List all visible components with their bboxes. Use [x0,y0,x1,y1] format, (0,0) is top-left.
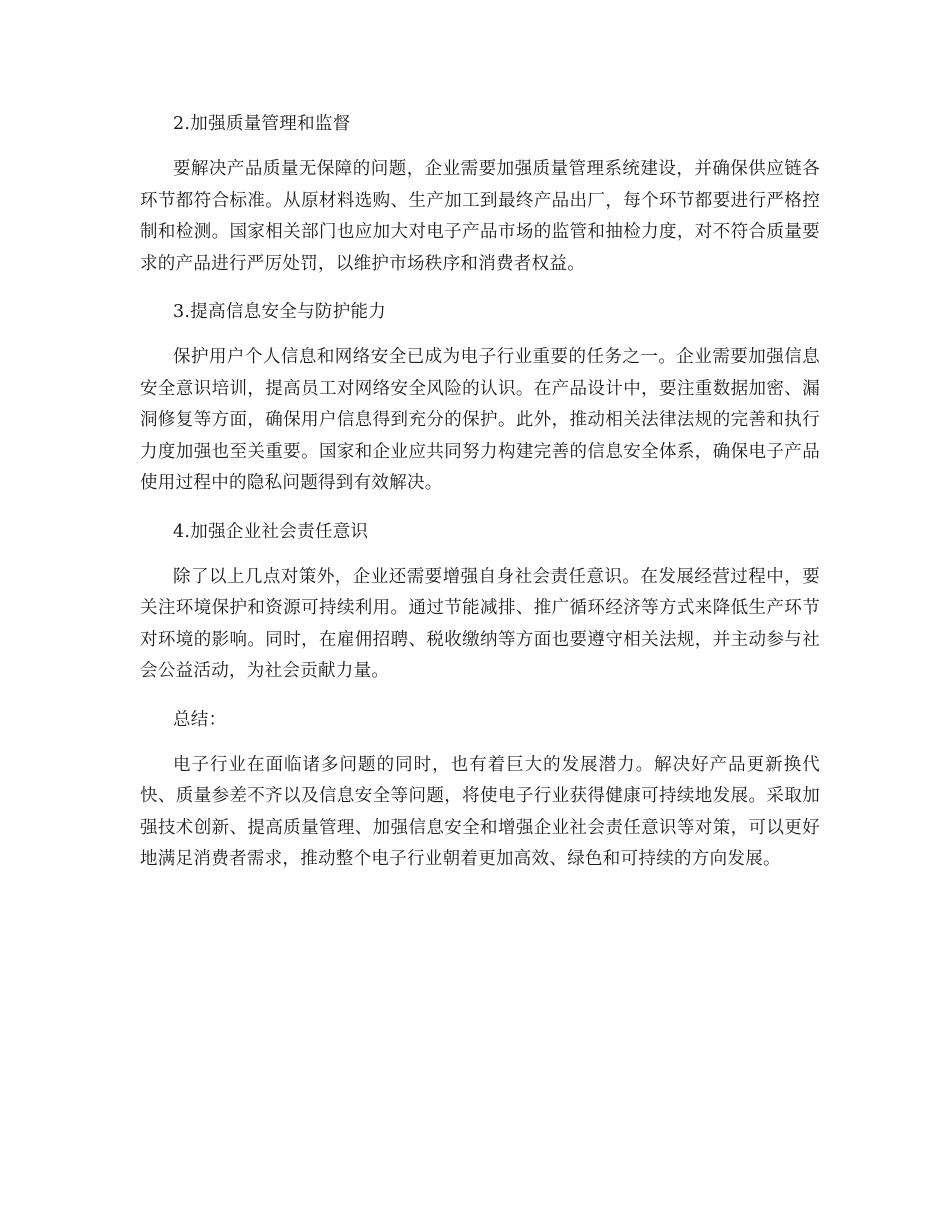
section-heading: 3.提高信息安全与防护能力 [173,302,387,322]
section-quality-management [140,108,820,280]
document-body [140,108,820,892]
section-summary [140,704,820,876]
summary-heading: 总结： [173,709,227,730]
section-heading: 2.加强质量管理和监督 [173,114,351,134]
section-social-responsibility [140,516,820,688]
summary-paragraph: 电子行业在面临诸多问题的同时，也有着巨大的发展潜力。解决好产品更新换代快、质量参差不齐以及信息安全等问题，将使电子行业获得健康可持续地发展。采取加强技术创新、提高质量管理、加强信息安全和增强企业社会责任意识等对策，可以更好地满足消费者需求，推动整个电子行业朝着更加高效、绿色和可持续的方向发展。 [140,754,820,869]
section-paragraph: 要解决产品质量无保障的问题，企业需要加强质量管理系统建设，并确保供应链各环节都符合标准。从原材料选购、生产加工到最终产品出厂，每个环节都要进行严格控制和检测。国家相关部门也应加大对电子产品市场的监管和抽检力度，对不符合质量要求的产品进行严厉处罚，以维护市场秩序和消费者权益。 [140,159,820,274]
section-heading: 4.加强企业社会责任意识 [173,521,369,542]
section-paragraph: 除了以上几点对策外，企业还需要增强自身社会责任意识。在发展经营过程中，要关注环境保护和资源可持续利用。通过节能减排、推广循环经济等方式来降低生产环节对环境的影响。同时，在雇佣招聘、税收缴纳等方面也要遵守相关法规，并主动参与社会公益活动，为社会贡献力量。 [140,566,820,681]
section-paragraph: 保护用户个人信息和网络安全已成为电子行业重要的任务之一。企业需要加强信息安全意识培训，提高员工对网络安全风险的认识。在产品设计中，要注重数据加密、漏洞修复等方面，确保用户信息得到充分的保护。此外，推动相关法律法规的完善和执行力度加强也至关重要。国家和企业应共同努力构建完善的信息安全体系，确保电子产品使用过程中的隐私问题得到有效解决。 [140,347,820,493]
section-information-security [140,296,820,500]
